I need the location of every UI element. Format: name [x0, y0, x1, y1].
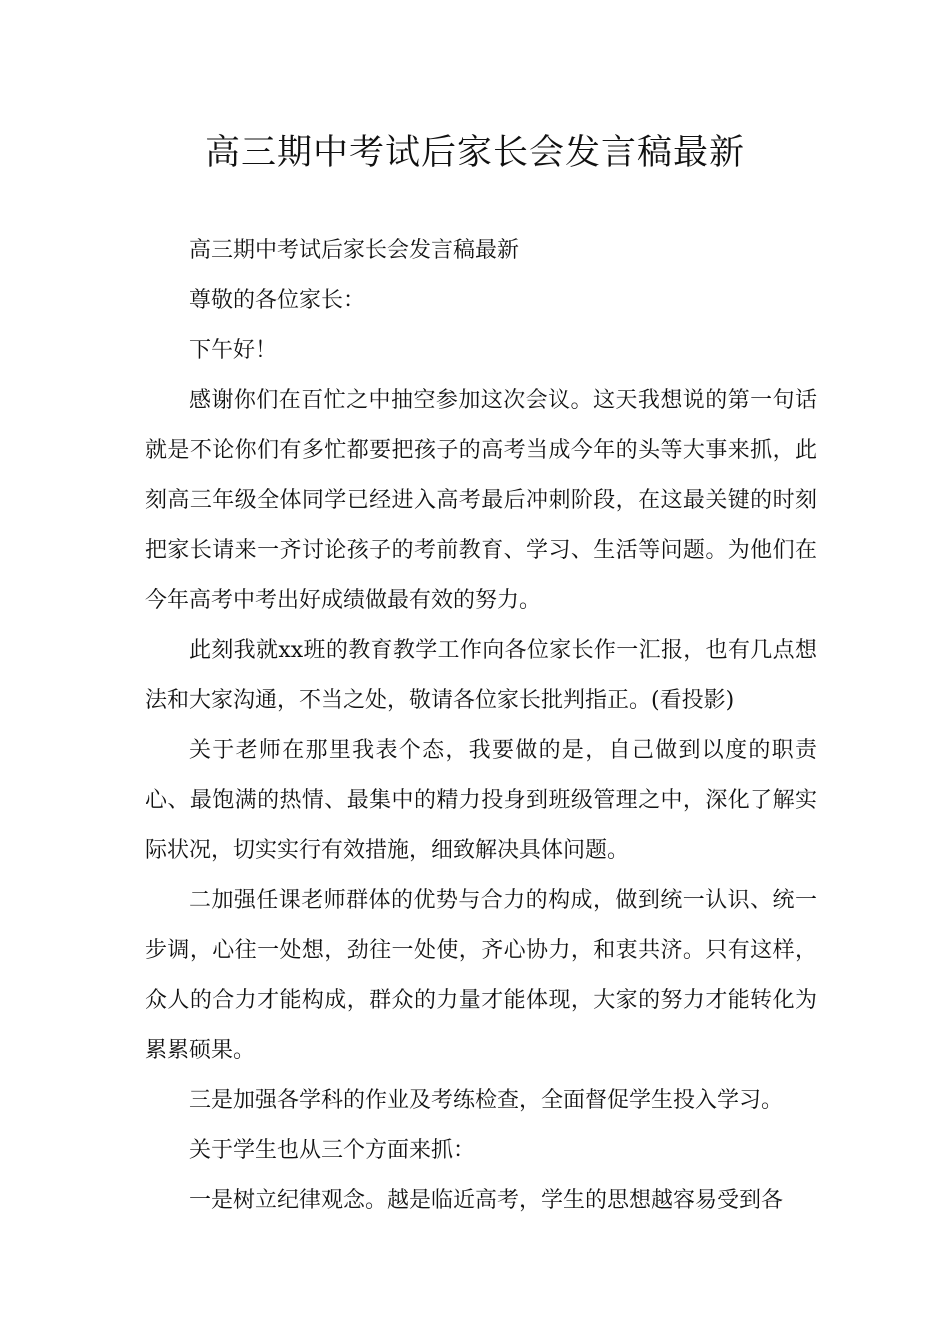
paragraph-report-intro: 此刻我就xx班的教育教学工作向各位家长作一汇报，也有几点想法和大家沟通，不当之处，敬请各位家长批判指正。(看投影)	[145, 638, 817, 713]
document-body	[145, 226, 817, 1226]
paragraph-student-intro: 关于学生也从三个方面来抓：	[189, 1138, 476, 1163]
paragraph-subtitle: 高三期中考试后家长会发言稿最新	[189, 238, 520, 263]
document-title: 高三期中考试后家长会发言稿最新	[204, 133, 745, 173]
paragraph-discipline: 一是树立纪律观念。越是临近高考，学生的思想越容易受到各	[189, 1188, 784, 1213]
paragraph-thanks: 感谢你们在百忙之中抽空参加这次会议。这天我想说的第一句话就是不论你们有多忙都要把孩子的高考当成今年的头等大事来抓，此刻高三年级全体同学已经进入高考最后冲刺阶段，在这最关键的时刻把家长请来一齐讨论孩子的考前教育、学习、生活等问题。为他们在今年高考中考出好成绩做最有效的努力。	[145, 388, 817, 613]
paragraph-homework-check: 三是加强各学科的作业及考练检查，全面督促学生投入学习。	[189, 1088, 784, 1113]
paragraph-salutation: 尊敬的各位家长：	[189, 288, 366, 313]
paragraph-teacher-cooperation: 二加强任课老师群体的优势与合力的构成，做到统一认识、统一步调，心往一处想，劲往一处使，齐心协力，和衷共济。只有这样，众人的合力才能构成，群众的力量才能体现，大家的努力才能转化为累累硕果。	[145, 888, 817, 1063]
paragraph-greeting: 下午好！	[189, 338, 278, 363]
paragraph-teacher-commitment: 关于老师在那里我表个态，我要做的是，自己做到以度的职责心、最饱满的热情、最集中的精力投身到班级管理之中，深化了解实际状况，切实实行有效措施，细致解决具体问题。	[145, 738, 817, 863]
